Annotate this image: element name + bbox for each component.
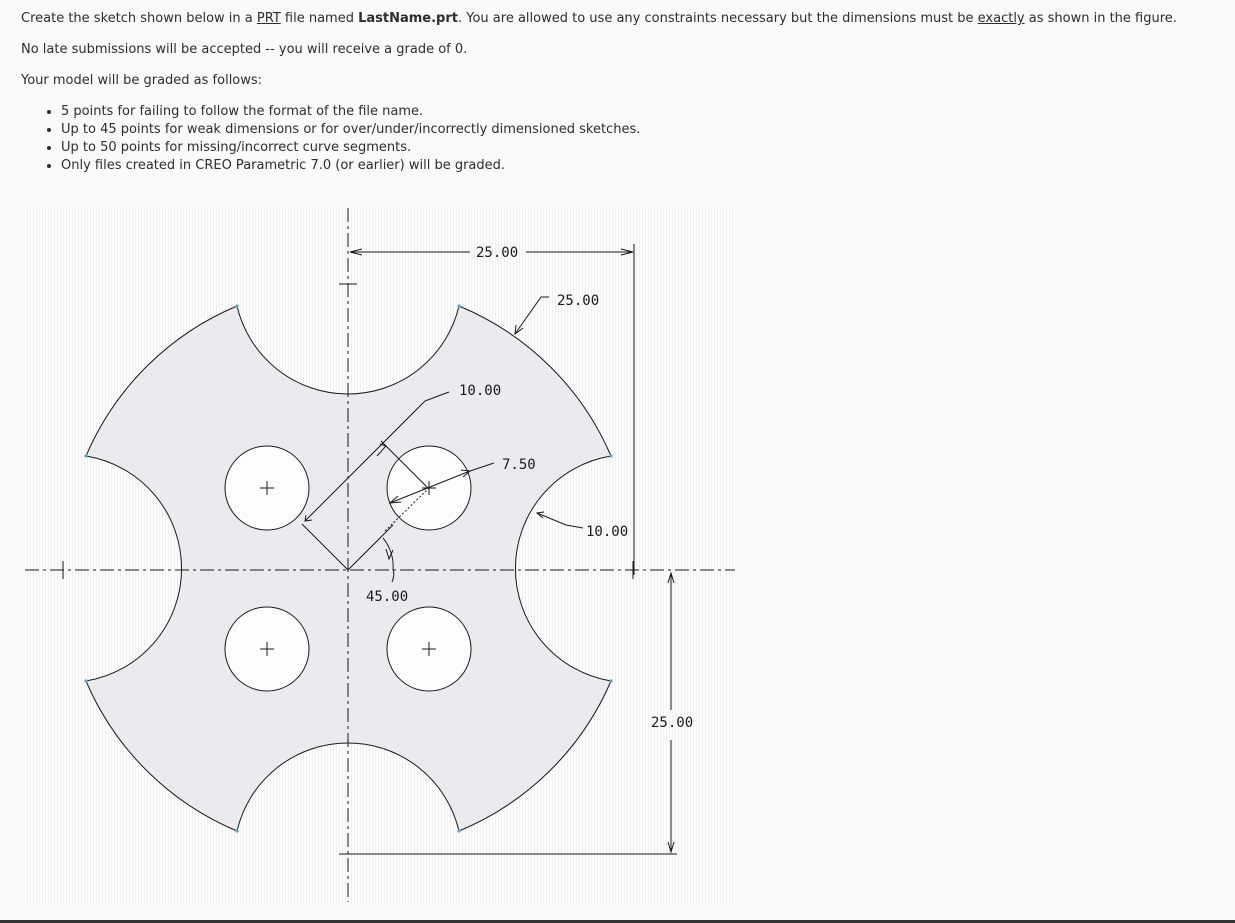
dim-hole-dia: 7.50 — [502, 457, 536, 473]
instruction-text: file named — [280, 11, 359, 26]
grading-item: • Up to 45 points for weak dimensions or for over/under/incorrectly dimensioned sketches. — [61, 121, 640, 139]
sketch-figure — [25, 206, 735, 904]
instruction-paragraph-1 — [21, 10, 1177, 28]
grading-item: • Up to 50 points for missing/incorrect curve segments. — [61, 139, 640, 157]
dim-right-height: 25.00 — [651, 715, 694, 731]
exactly-underlined: exactly — [977, 11, 1025, 26]
grading-list — [21, 103, 640, 175]
instruction-text: . You are allowed to use any constraints necessary but the dimensions must be — [458, 11, 978, 26]
dim-diagonal: 10.00 — [459, 383, 502, 399]
dim-angle: 45.00 — [366, 589, 409, 605]
prt-underlined: PRT — [256, 11, 281, 26]
dim-side-arc: 10.00 — [586, 524, 629, 540]
dim-top-width: 25.00 — [476, 245, 519, 261]
dim-outer-arc: 25.00 — [557, 293, 600, 309]
late-policy-text: No late submissions will be accepted -- you will receive a grade of 0. — [21, 42, 468, 57]
instruction-text: Create the sketch shown below in a — [21, 11, 257, 26]
grading-intro-text: Your model will be graded as follows: — [21, 73, 263, 88]
grading-item: • 5 points for failing to follow the format of the file name. — [61, 103, 640, 121]
file-name-bold: LastName.prt — [358, 11, 458, 26]
grading-item: • Only files created in CREO Parametric 7.0 (or earlier) will be graded. — [61, 157, 640, 175]
sketch-svg — [25, 206, 735, 904]
instruction-text: as shown in the figure. — [1024, 11, 1177, 26]
